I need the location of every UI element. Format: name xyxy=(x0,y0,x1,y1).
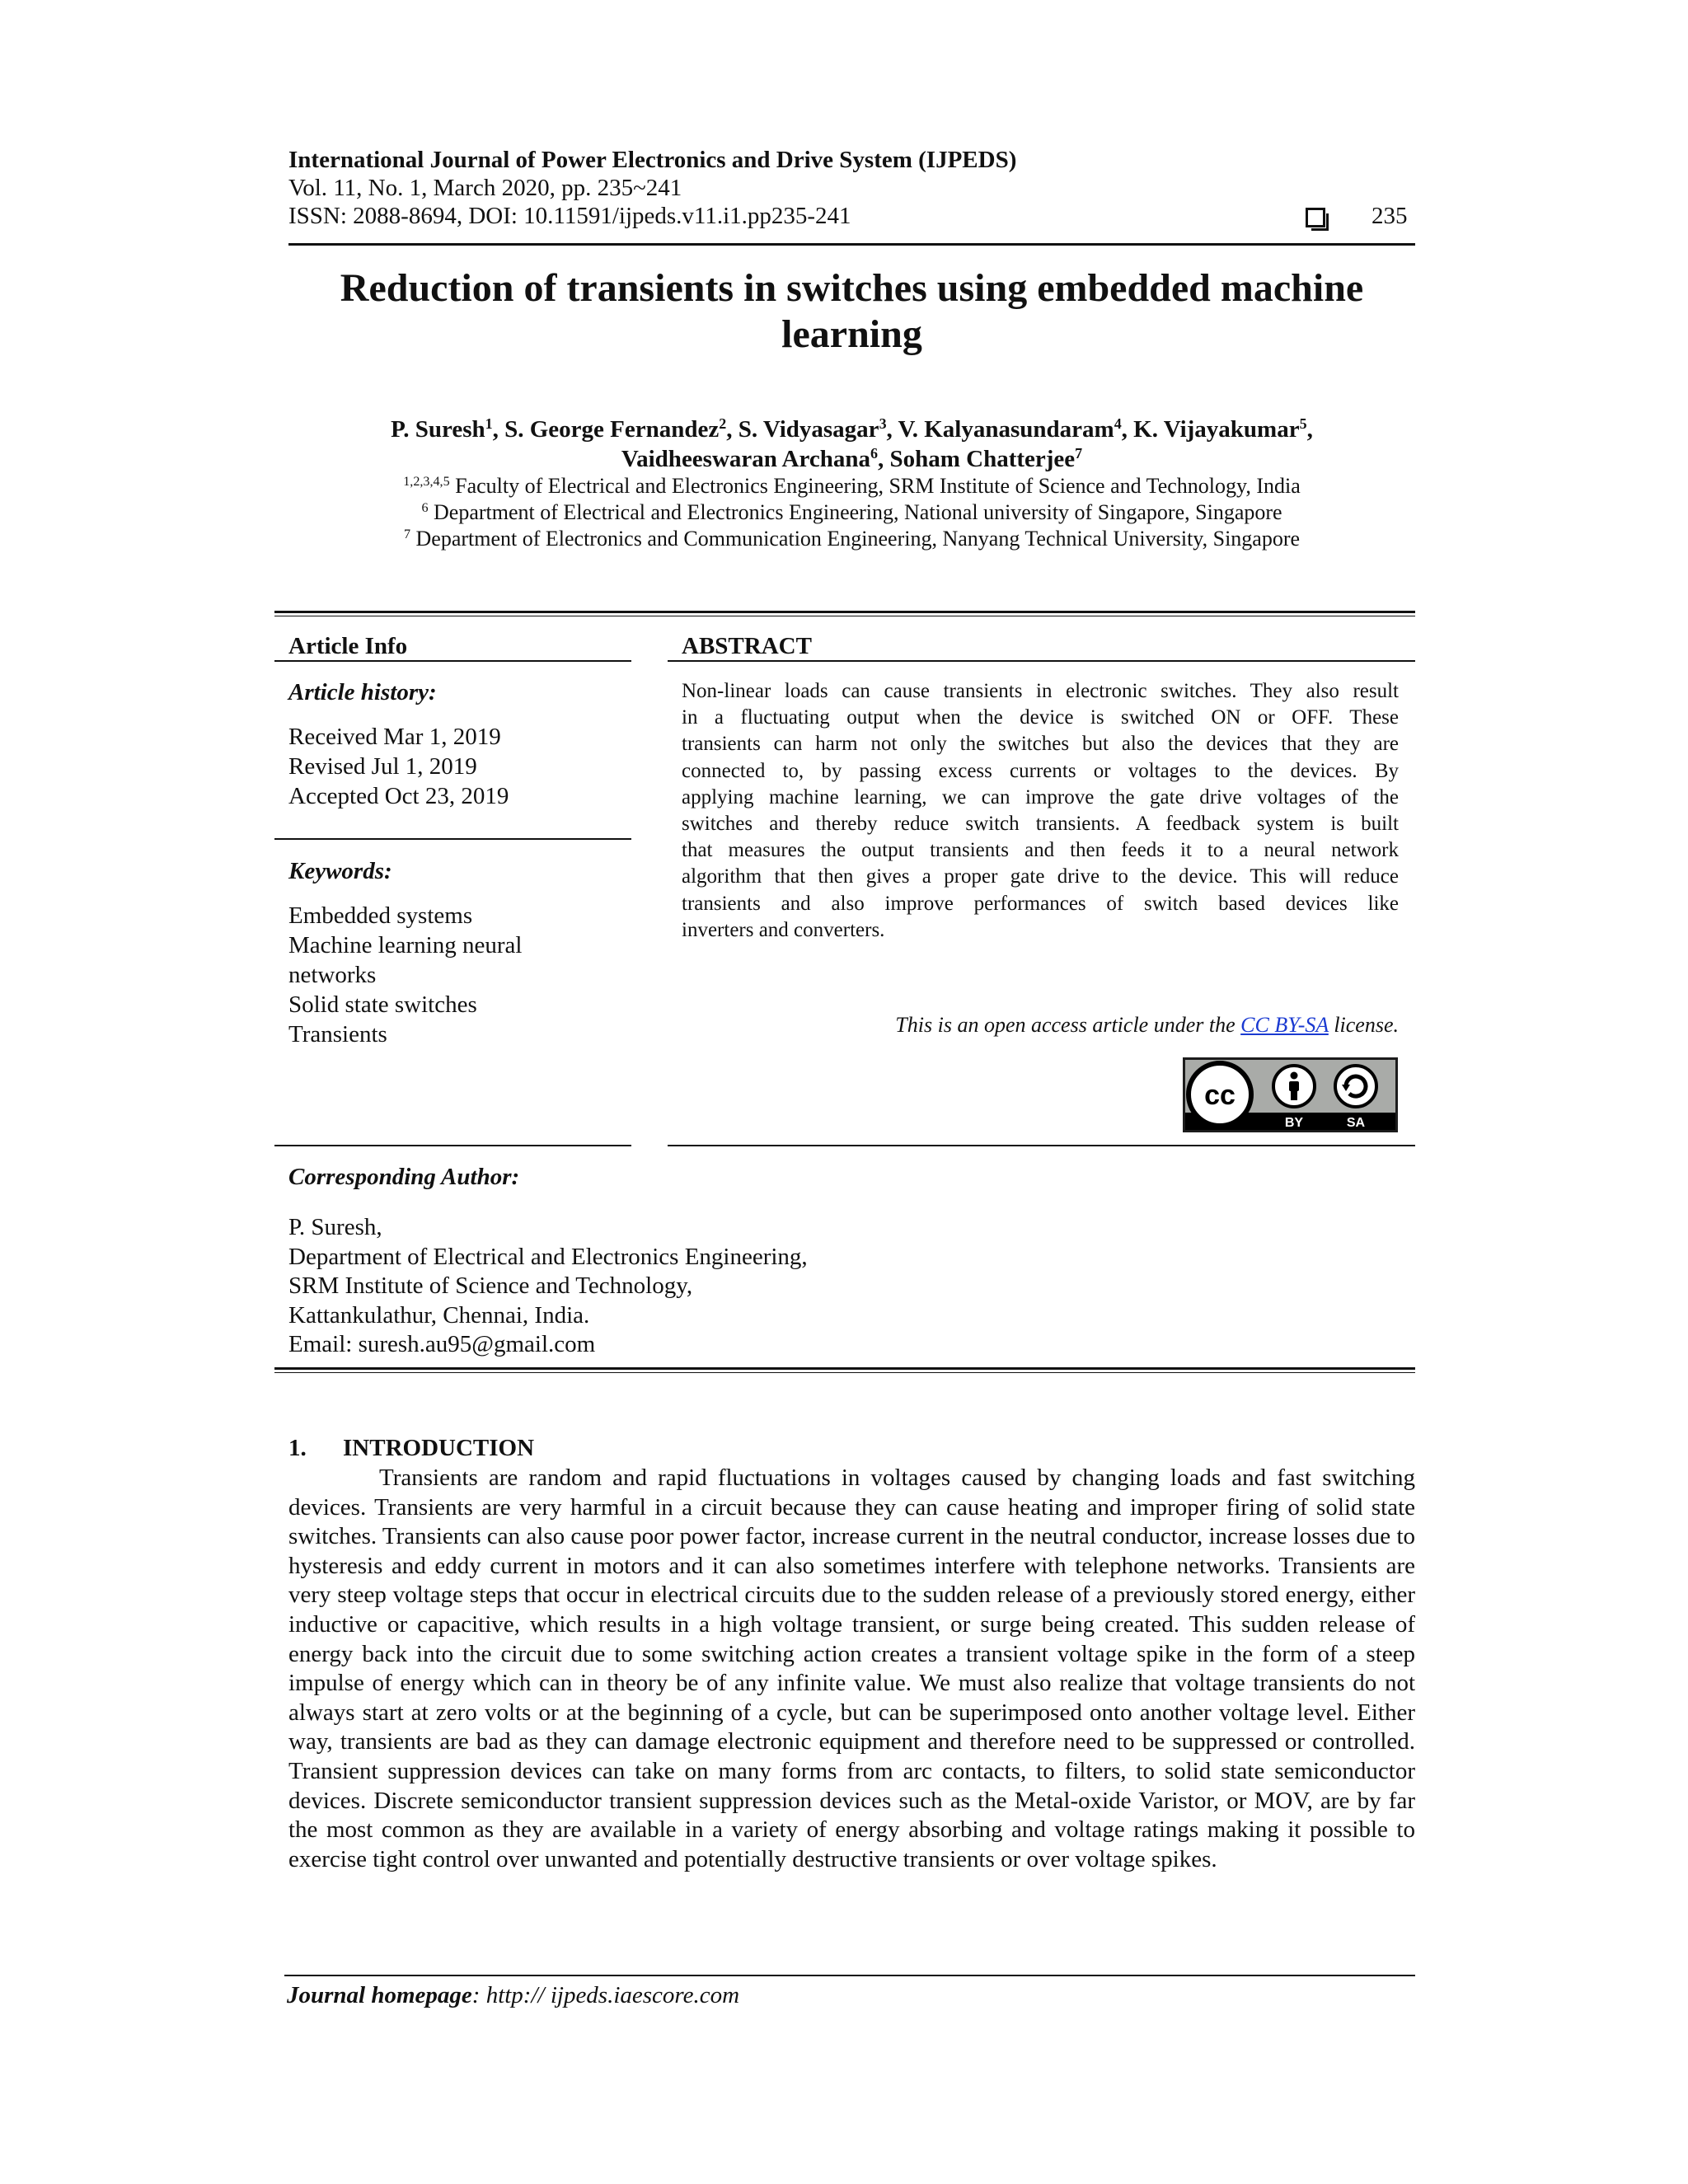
author-affiliation-mark: 7 xyxy=(1075,445,1083,462)
article-history-heading: Article history: xyxy=(288,679,437,705)
section-heading-introduction xyxy=(288,1435,534,1462)
section-number: 1. xyxy=(288,1435,307,1461)
license-statement xyxy=(682,1013,1399,1038)
footer-rule xyxy=(284,1975,1415,1976)
keywords-heading: Keywords: xyxy=(288,858,392,884)
journal-volume: Vol. 11, No. 1, March 2020, pp. 235~241 xyxy=(288,175,682,201)
author: S. George Fernandez xyxy=(504,416,720,443)
section-title: INTRODUCTION xyxy=(343,1435,535,1461)
author-separator: , xyxy=(1306,416,1313,443)
keyword: Transients xyxy=(288,1021,387,1047)
paper-title-line-1: Reduction of transients in switches using embedded machine xyxy=(340,266,1364,310)
author-affiliation-mark: 3 xyxy=(879,415,887,433)
introduction-paragraph: Transients are random and rapid fluctuations in voltages caused by changing loads and fast switching devices. Transients are very harmful in a circuit because they can cause heating and improper firing of solid state switches. Transients can also cause poor power factor, increase current in the neutral conductor, increase losses due to hysteresis and eddy current in motors and it can also sometimes interfere with telephone networks. Transients are very steep voltage steps that occur in electrical circuits due to the sudden release of a previously stored energy, either inductive or capacitive, which results in a high voltage transient, or surge being created. This sudden release of energy back into the circuit due to some switching action creates a transient voltage spike in the form of a steep impulse of energy which can in theory be of any infinite value. We must also realize that voltage transients do not always start at zero volts or at the beginning of a cycle, but can be superimposed onto another voltage level. Either way, transients are bad as they can damage electronic equipment and therefore need to be suppressed or controlled. Transient suppression devices can take on many forms from arc contacts, to filters, to solid state semiconductor devices. Discrete semiconductor transient suppression devices such as the Metal-oxide Varistor, or MOV, are by far the most common as they are available in a variety of energy absorbing and voltage ratings making it possible to exercise tight control over unwanted and potentially destructive transients or over voltage spikes. xyxy=(288,1465,1415,1872)
history-received: Received Mar 1, 2019 xyxy=(288,724,501,750)
cc-by-sa-badge-icon[interactable] xyxy=(1183,1057,1398,1132)
keyword: Machine learning neural xyxy=(288,932,523,958)
corresponding-author-institute: SRM Institute of Science and Technology, xyxy=(288,1272,693,1299)
abstract-line: inverters and converters. xyxy=(682,918,885,941)
affiliation-text: Faculty of Electrical and Electronics Engineering, SRM Institute of Science and Technology, India xyxy=(449,474,1301,498)
paper-title xyxy=(288,265,1415,358)
keywords-list xyxy=(288,901,522,1049)
info-bottom-rule-left xyxy=(274,1145,631,1146)
affiliation-mark: 7 xyxy=(403,527,410,542)
affiliation-mark: 6 xyxy=(421,501,429,516)
page-number: 235 xyxy=(1372,203,1408,229)
author-affiliation-mark: 2 xyxy=(719,415,727,433)
abstract-line: in a fluctuating output when the device is switched ON or OFF. These xyxy=(682,706,1399,729)
history-rule xyxy=(274,838,631,840)
paper-title-line-2: learning xyxy=(781,312,922,356)
affiliation-1 xyxy=(288,473,1415,499)
journal-homepage xyxy=(287,1982,739,2009)
abstract-body xyxy=(682,678,1399,944)
abstract-line: applying machine learning, we can improve the gate drive voltages of the xyxy=(682,785,1399,808)
affiliation-text: Department of Electronics and Communication Engineering, Nanyang Technical University, Singapore xyxy=(410,527,1301,551)
author-line-1 xyxy=(288,415,1415,444)
author-affiliation-mark: 5 xyxy=(1299,415,1307,433)
abstract-rule xyxy=(668,660,1415,662)
author-affiliation-mark: 1 xyxy=(485,415,493,433)
corresponding-author-email: Email: suresh.au95@gmail.com xyxy=(288,1331,596,1357)
svg-text:SA: SA xyxy=(1346,1116,1366,1130)
abstract-line: algorithm that then gives a proper gate drive to the device. This will reduce xyxy=(682,865,1399,888)
author: S. Vidyasagar xyxy=(738,416,879,443)
article-info-rule xyxy=(274,660,631,662)
author: K. Vijayakumar xyxy=(1133,416,1300,443)
article-info-heading: Article Info xyxy=(288,633,408,659)
affiliation-text: Department of Electrical and Electronics Engineering, National university of Singapore, Singapore xyxy=(428,500,1282,524)
keyword: Solid state switches xyxy=(288,991,477,1018)
journal-issn-doi: ISSN: 2088-8694, DOI: 10.11591/ijpeds.v11.i1.pp235-241 xyxy=(288,203,851,229)
author-affiliation-mark: 6 xyxy=(870,445,878,462)
license-link[interactable]: CC BY-SA xyxy=(1240,1013,1329,1037)
affiliation-mark: 1,2,3,4,5 xyxy=(403,475,450,490)
cc-badge-graphic xyxy=(1183,1057,1398,1132)
author: P. Suresh xyxy=(391,416,485,443)
affiliation-2 xyxy=(288,499,1415,526)
author-list xyxy=(288,415,1415,474)
info-top-rule xyxy=(274,611,1415,616)
corresponding-author-name: P. Suresh, xyxy=(288,1214,382,1240)
author-separator: , xyxy=(726,416,738,443)
keyword: networks xyxy=(288,962,377,988)
author-line-2 xyxy=(288,444,1415,474)
page-box-icon xyxy=(1306,208,1325,227)
history-accepted: Accepted Oct 23, 2019 xyxy=(288,783,509,809)
svg-text:cc: cc xyxy=(1204,1080,1236,1111)
header-rule xyxy=(288,243,1415,246)
share-alike-icon xyxy=(1335,1066,1376,1107)
abstract-line: switches and thereby reduce switch transients. A feedback system is built xyxy=(682,813,1399,836)
journal-homepage-label: Journal homepage xyxy=(287,1982,472,2008)
corresponding-author-details xyxy=(288,1213,808,1360)
corresponding-author-dept: Department of Electrical and Electronics Engineering, xyxy=(288,1243,808,1270)
affiliation-3 xyxy=(288,526,1415,552)
license-prefix: This is an open access article under the xyxy=(895,1013,1241,1037)
abstract-line: Non-linear loads can cause transients in electronic switches. They also result xyxy=(682,680,1399,702)
author-separator: , xyxy=(492,416,505,443)
info-bottom-rule-right xyxy=(668,1145,1415,1146)
abstract-heading: ABSTRACT xyxy=(682,633,812,659)
author: Soham Chatterjee xyxy=(889,446,1076,472)
author-separator: , xyxy=(886,416,898,443)
keyword: Embedded systems xyxy=(288,902,473,929)
info-end-rule xyxy=(274,1367,1415,1373)
history-revised: Revised Jul 1, 2019 xyxy=(288,753,477,780)
journal-homepage-url[interactable]: : http:// ijpeds.iaescore.com xyxy=(471,1982,740,2008)
license-suffix: license. xyxy=(1328,1013,1399,1037)
author-separator: , xyxy=(1121,416,1134,443)
abstract-line: connected to, by passing excess currents or voltages to the devices. By xyxy=(682,759,1399,782)
abstract-line: transients and also improve performances of switch based devices like xyxy=(682,892,1399,915)
author: V. Kalyanasundaram xyxy=(898,416,1114,443)
article-history-list xyxy=(288,722,509,811)
author-separator: , xyxy=(877,446,890,472)
corresponding-author-heading: Corresponding Author: xyxy=(288,1164,520,1190)
svg-text:BY: BY xyxy=(1284,1116,1304,1130)
author-affiliation-mark: 4 xyxy=(1114,415,1122,433)
author: Vaidheeswaran Archana xyxy=(621,446,870,472)
abstract-line: transients can harm not only the switches but also the devices that they are xyxy=(682,733,1399,756)
journal-name: International Journal of Power Electronics and Drive System (IJPEDS) xyxy=(288,147,1017,173)
corresponding-author-address: Kattankulathur, Chennai, India. xyxy=(288,1301,590,1329)
abstract-line: that measures the output transients and then feeds it to a neural network xyxy=(682,839,1399,862)
